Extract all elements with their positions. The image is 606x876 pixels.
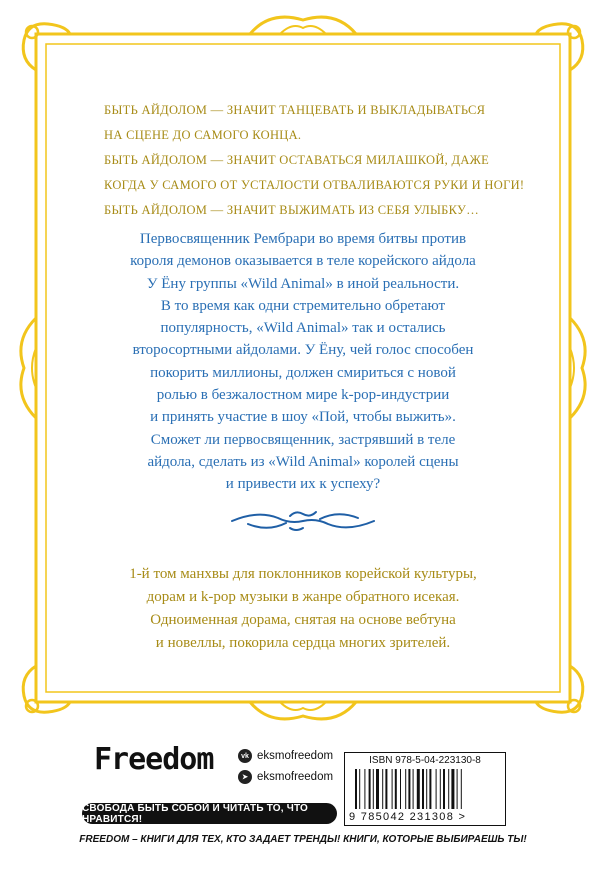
synopsis-line: Первосвященник Рембрари во время битвы против <box>139 231 467 247</box>
synopsis-line: и привести их к успеху? <box>225 476 381 493</box>
slogan-bar: СВОБОДА БЫТЬ СОБОЙ И ЧИТАТЬ ТО, ЧТО НРАВИТСЯ! <box>82 803 337 824</box>
intro-line: БЫТЬ АЙДОЛОМ — ЗНАЧИТ ТАНЦЕВАТЬ И ВЫКЛАДЫВАТЬСЯ <box>104 103 486 117</box>
isbn-text: ISBN 978-5-04-223130-8 <box>369 755 481 766</box>
intro-line: КОГДА У САМОГО ОТ УСТАЛОСТИ ОТВАЛИВАЮТСЯ РУКИ И НОГИ! <box>104 178 525 192</box>
synopsis-block <box>68 228 538 496</box>
publisher-logo: Freedom <box>94 742 214 777</box>
social-link-vk[interactable] <box>238 749 333 763</box>
social-handle: eksmofreedom <box>257 771 334 783</box>
synopsis-line: и принять участие в шоу «Пой, чтобы выжить». <box>150 409 456 426</box>
synopsis-line: покорить миллионы, должен смириться с новой <box>150 364 456 381</box>
promo-line: дорам и k-pop музыки в жанре обратного исекая. <box>146 589 460 605</box>
synopsis-line: айдола, сделать из «Wild Animal» королей сцены <box>147 453 459 470</box>
promo-line: 1-й том манхвы для поклонников корейской культуры, <box>129 566 477 582</box>
social-handle: eksmofreedom <box>257 750 334 762</box>
flourish-divider-icon <box>228 506 378 536</box>
vk-icon: vk <box>238 749 252 763</box>
intro-line: БЫТЬ АЙДОЛОМ — ЗНАЧИТ ВЫЖИМАТЬ ИЗ СЕБЯ УЛЫБКУ… <box>104 203 479 217</box>
telegram-icon: ➤ <box>238 770 252 784</box>
footer <box>0 740 606 876</box>
synopsis-line: У Ёну группы «Wild Animal» в иной реальности. <box>146 275 460 292</box>
tagline: FREEDOM – КНИГИ ДЛЯ ТЕХ, КТО ЗАДАЕТ ТРЕНДЫ! КНИГИ, КОТОРЫЕ ВЫБИРАЕШЬ ТЫ! <box>79 834 527 845</box>
synopsis-line: Сможет ли первосвященник, застрявший в теле <box>150 431 456 448</box>
synopsis-line: короля демонов оказывается в теле корейского айдола <box>130 253 476 270</box>
intro-line: БЫТЬ АЙДОЛОМ — ЗНАЧИТ ОСТАВАТЬСЯ МИЛАШКОЙ, ДАЖЕ <box>104 153 490 167</box>
barcode-digits: 9 785042 231308 > <box>349 811 467 823</box>
synopsis-line: В то время как одни стремительно обретают <box>160 297 446 314</box>
promo-block <box>68 563 538 655</box>
intro-line: НА СЦЕНЕ ДО САМОГО КОНЦА. <box>104 128 302 142</box>
synopsis-line: популярность, «Wild Animal» так и остались <box>160 320 446 337</box>
barcode-icon <box>353 769 499 809</box>
social-link-telegram[interactable] <box>238 770 333 784</box>
promo-line: и новеллы, покорила сердца многих зрителей. <box>155 635 451 651</box>
barcode-block <box>344 752 506 826</box>
intro-block <box>104 98 524 223</box>
promo-line: Одноименная дорама, снятая на основе вебтуна <box>150 612 456 628</box>
synopsis-line: второсортными айдолами. У Ёну, чей голос способен <box>132 342 474 359</box>
synopsis-line: ролью в безжалостном мире k-pop-индустрии <box>156 387 450 404</box>
